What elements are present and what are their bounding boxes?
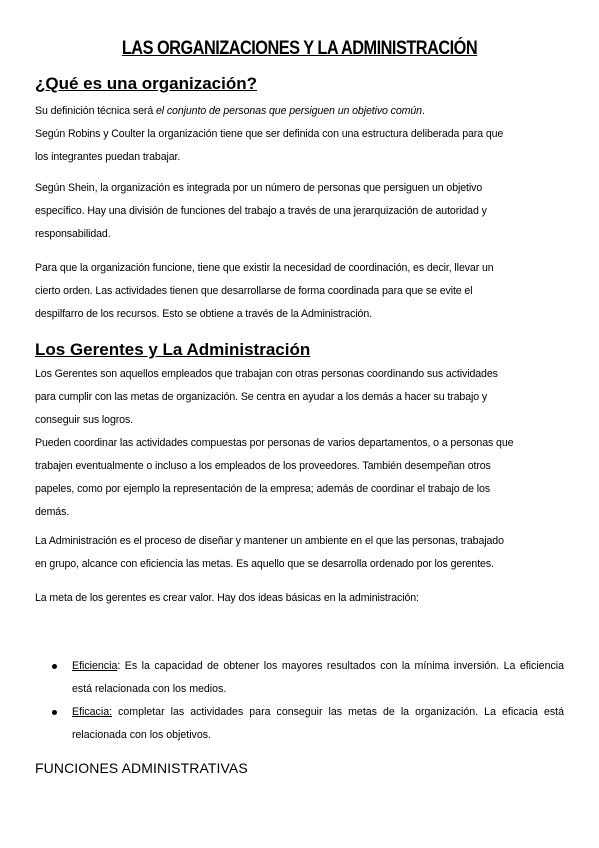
bullet-list-ideas [52,655,564,747]
section-heading-gerentes: Los Gerentes y La Administración [35,340,311,359]
paragraph-administracion [35,530,565,576]
bullet-icon [52,664,57,669]
section-heading-organizacion: ¿Qué es una organización? [35,74,257,93]
paragraph-line: para cumplir con las metas de organización. Se centra en ayudar a los demás a hacer su trabajo y [35,391,488,403]
paragraph-line: responsabilidad. [35,228,111,240]
paragraph-line: específico. Hay una división de funciones del trabajo a través de una jerarquización de autoridad y [35,205,487,217]
paragraph-line: cierto orden. Las actividades tienen que desarrollarse de forma coordinada para que se evite el [35,285,473,297]
definition-eficiencia: Es la capacidad de obtener los mayores resultados con la mínima inversión. La eficiencia está relacionada con los medios. [72,660,565,695]
paragraph-line: demás. [35,506,70,518]
paragraph-line: en grupo, alcance con eficiencia las metas. Es aquello que se desarrolla ordenado por los gerentes. [35,558,494,570]
paragraph-line: Según Shein, la organización es integrada por un número de personas que persiguen un objetivo [35,182,483,194]
paragraph-meta [35,587,565,610]
section-heading-funciones: FUNCIONES ADMINISTRATIVAS [35,760,248,776]
paragraph-gerentes [35,363,565,524]
paragraph-line: trabajen eventualmente o incluso a los empleados de los proveedores. También desempeñan otros [35,460,491,472]
text-run: Su definición técnica será [35,105,156,117]
definition-eficacia: completar las actividades para conseguir las metas de la organización. La eficacia está relacionada con los objetivos. [72,706,564,741]
paragraph-line: Los Gerentes son aquellos empleados que trabajan con otras personas coordinando sus actividades [35,368,498,380]
list-item-eficiencia [52,655,564,701]
paragraph-line: La Administración es el proceso de diseñar y mantener un ambiente en el que las personas, trabajado [35,535,504,547]
italic-definition: el conjunto de personas que persiguen un objetivo común [155,105,422,117]
bullet-icon [52,710,57,715]
paragraph-line: Pueden coordinar las actividades compuestas por personas de varios departamentos, o a personas que [35,437,514,449]
paragraph-line: conseguir sus logros. [35,414,134,426]
text-run: . [421,105,425,117]
paragraph-line: papeles, como por ejemplo la representación de la empresa; además de coordinar el trabajo de los [35,483,491,495]
paragraph-line [35,100,565,123]
paragraph-line: los integrantes puedan trabajar. [35,151,181,163]
paragraph-shein [35,177,565,246]
list-item-eficacia [52,701,564,747]
term-eficacia: Eficacia: [72,706,113,718]
term-eficiencia: Eficiencia [72,660,118,672]
paragraph-line: Para que la organización funcione, tiene que existir la necesidad de coordinación, es decir, llevar un [35,262,494,274]
paragraph-line: Según Robins y Coulter la organización tiene que ser definida con una estructura deliberada para que [35,128,504,140]
paragraph-line: La meta de los gerentes es crear valor. Hay dos ideas básicas en la administración: [35,592,419,604]
document-title: LAS ORGANIZACIONES Y LA ADMINISTRACIÓN [121,38,478,59]
paragraph-line: despilfarro de los recursos. Esto se obtiene a través de la Administración. [35,308,372,320]
term-separator: : [117,660,125,672]
paragraph-coordinacion [35,257,565,326]
paragraph-definicion [35,100,565,169]
